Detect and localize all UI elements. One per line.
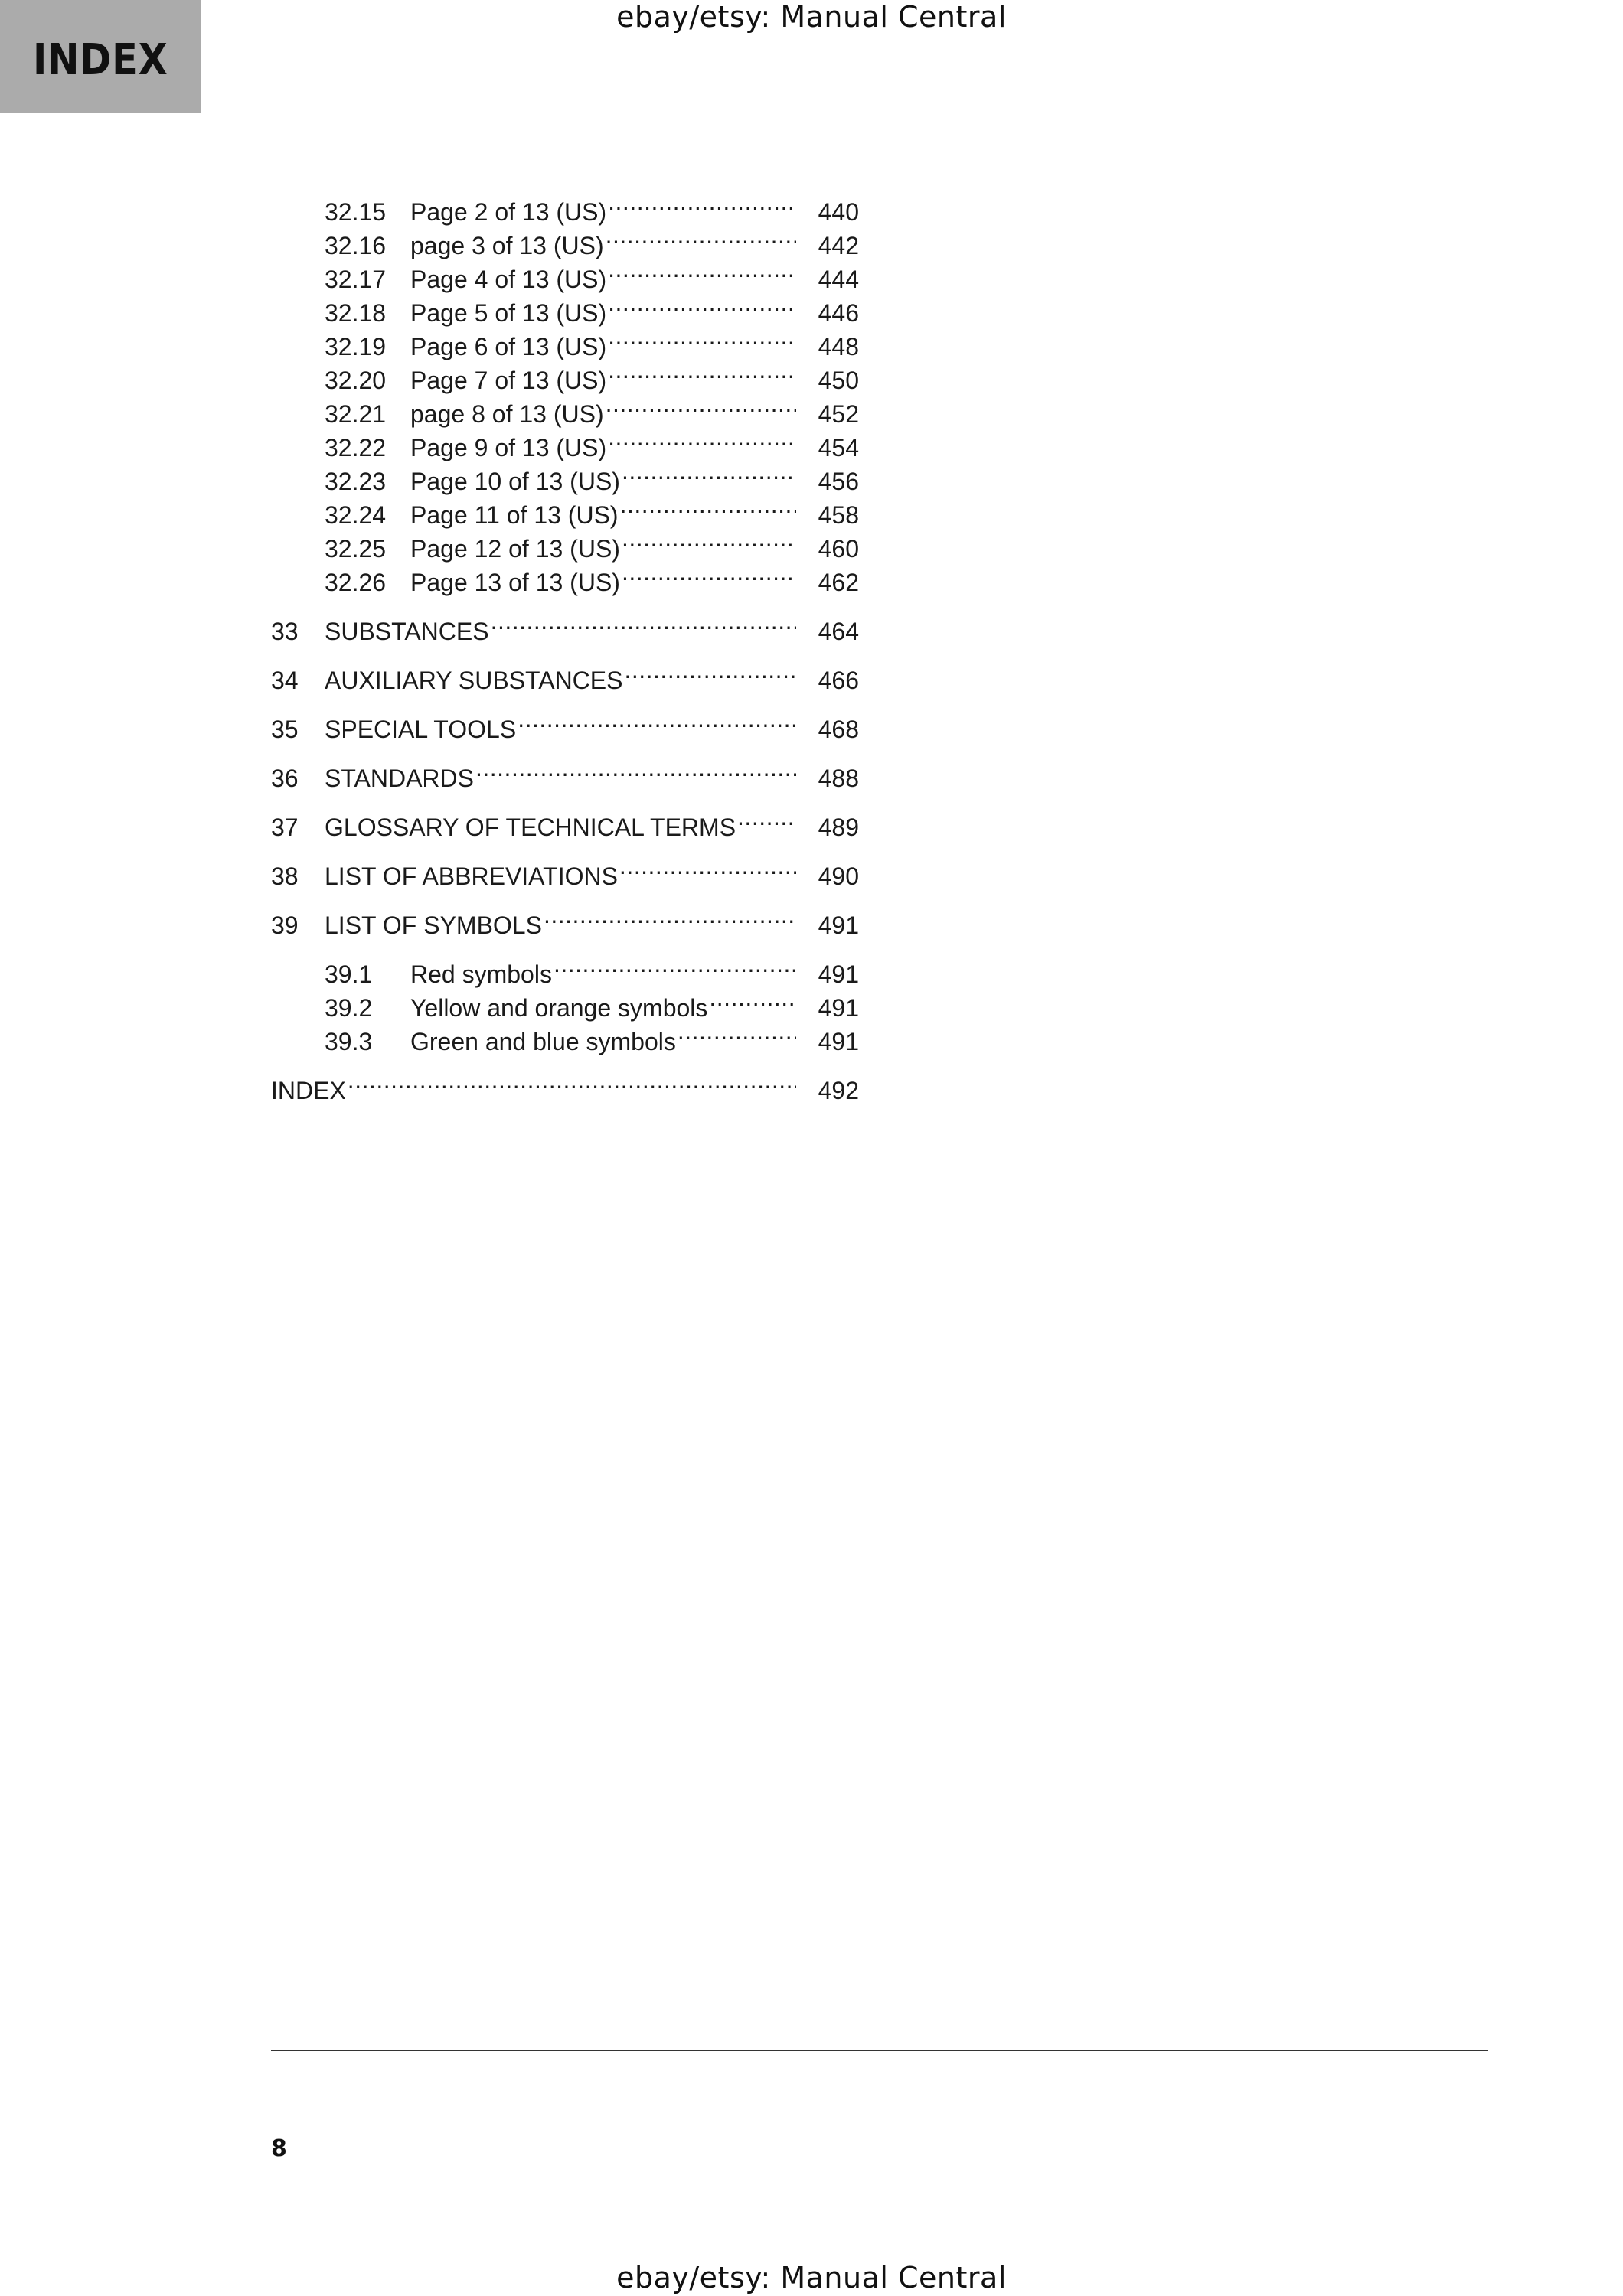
toc-chapter-page: 491 [818,912,859,939]
toc-entry-number: 32.16 [325,232,387,259]
toc-entry-number: 32.17 [325,266,387,293]
dot-leader [606,220,796,254]
watermark-bottom: ebay/etsy: Manual Central [616,2261,1007,2294]
toc-entry-title: Page 4 of 13 (US) [410,266,607,293]
table-of-contents [271,187,859,1114]
toc-chapter-page: 466 [818,667,859,694]
dot-leader [544,900,796,934]
toc-entry-title: page 3 of 13 (US) [410,232,604,259]
toc-chapter-37[interactable] [271,802,859,841]
dot-leader [737,802,796,836]
toc-chapter-page: 488 [818,765,859,792]
dot-leader [606,389,796,422]
toc-entry-page: 444 [818,266,859,293]
toc-entry-page: 442 [818,232,859,259]
toc-entry-number: 32.15 [325,198,387,226]
toc-entry-title: Page 2 of 13 (US) [410,198,607,226]
toc-entry-title: Green and blue symbols [410,1028,676,1055]
toc-entry-number: 32.24 [325,501,387,529]
toc-entry-number: 32.19 [325,333,387,360]
toc-entry-page: 448 [818,333,859,360]
toc-entry-title: Yellow and orange symbols [410,994,708,1022]
toc-entry-number: 39.1 [325,960,373,988]
toc-entry-number: 32.25 [325,535,387,563]
dot-leader [624,655,796,689]
dot-leader [608,422,796,456]
toc-entry-title: Red symbols [410,960,552,988]
toc-chapter-number: 39 [271,912,299,939]
toc-entry-title: Page 6 of 13 (US) [410,333,607,360]
toc-index-page: 492 [818,1077,859,1104]
section-tab-label: INDEX [32,34,168,85]
toc-chapter-title: GLOSSARY OF TECHNICAL TERMS [325,814,736,841]
watermark-top: ebay/etsy: Manual Central [616,0,1007,34]
toc-chapter-number: 37 [271,814,299,841]
toc-entry-32-15[interactable] [271,187,859,226]
footer-rule [271,2050,1488,2051]
dot-leader [678,1016,796,1050]
toc-chapter-title: SUBSTANCES [325,618,489,645]
page-number: 8 [271,2135,287,2162]
toc-entry-page: 491 [818,960,859,988]
toc-entry-title: Page 13 of 13 (US) [410,569,620,596]
toc-chapter-36[interactable] [271,753,859,792]
toc-entry-number: 32.18 [325,299,387,327]
toc-entry-number: 32.26 [325,569,387,596]
dot-leader [608,355,796,389]
toc-chapter-number: 33 [271,618,299,645]
toc-entry-number: 39.3 [325,1028,373,1055]
toc-entry-title: Page 5 of 13 (US) [410,299,607,327]
toc-entry-page: 446 [818,299,859,327]
dot-leader [608,288,796,321]
toc-chapter-title: STANDARDS [325,765,474,792]
toc-chapter-35[interactable] [271,704,859,743]
toc-entry-title: Page 11 of 13 (US) [410,501,619,529]
toc-index-title: INDEX [271,1077,346,1104]
toc-chapter-page: 468 [818,716,859,743]
toc-chapter-number: 35 [271,716,299,743]
dot-leader [475,753,796,787]
toc-entry-title: Page 9 of 13 (US) [410,434,607,461]
toc-chapter-33[interactable] [271,606,859,645]
toc-chapter-39[interactable] [271,900,859,939]
toc-entry-number: 32.23 [325,468,387,495]
dot-leader [622,523,796,557]
toc-chapter-number: 36 [271,765,299,792]
toc-entry-page: 458 [818,501,859,529]
dot-leader [709,983,796,1016]
toc-chapter-number: 38 [271,863,299,890]
dot-leader [622,557,796,591]
toc-entry-page: 460 [818,535,859,563]
dot-leader [518,704,796,738]
dot-leader [608,187,796,220]
dot-leader [622,456,796,490]
toc-chapter-number: 34 [271,667,299,694]
toc-chapter-title: LIST OF SYMBOLS [325,912,542,939]
toc-chapter-34[interactable] [271,655,859,694]
toc-entry-page: 491 [818,994,859,1022]
toc-entry-number: 32.22 [325,434,387,461]
dot-leader [608,254,796,288]
dot-leader [491,606,796,640]
section-tab-index [0,0,201,113]
toc-entry-number: 32.21 [325,400,387,428]
dot-leader [608,321,796,355]
dot-leader [348,1065,796,1099]
toc-chapter-title: LIST OF ABBREVIATIONS [325,863,618,890]
toc-chapter-page: 464 [818,618,859,645]
toc-entry-page: 462 [818,569,859,596]
dot-leader [620,490,796,523]
toc-entry-page: 452 [818,400,859,428]
toc-entry-title: page 8 of 13 (US) [410,400,604,428]
toc-chapter-page: 489 [818,814,859,841]
toc-entry-page: 450 [818,367,859,394]
toc-chapter-page: 490 [818,863,859,890]
dot-leader [619,851,796,885]
toc-entry-number: 39.2 [325,994,373,1022]
toc-entry-39-1[interactable] [271,949,859,988]
toc-chapter-38[interactable] [271,851,859,890]
toc-index-entry[interactable] [271,1065,859,1104]
toc-entry-page: 491 [818,1028,859,1055]
toc-entry-page: 454 [818,434,859,461]
toc-entry-page: 456 [818,468,859,495]
toc-entry-number: 32.20 [325,367,387,394]
toc-entry-title: Page 10 of 13 (US) [410,468,620,495]
toc-chapter-title: AUXILIARY SUBSTANCES [325,667,623,694]
toc-entry-page: 440 [818,198,859,226]
toc-entry-title: Page 7 of 13 (US) [410,367,607,394]
toc-entry-title: Page 12 of 13 (US) [410,535,620,563]
dot-leader [554,949,796,983]
toc-chapter-title: SPECIAL TOOLS [325,716,517,743]
